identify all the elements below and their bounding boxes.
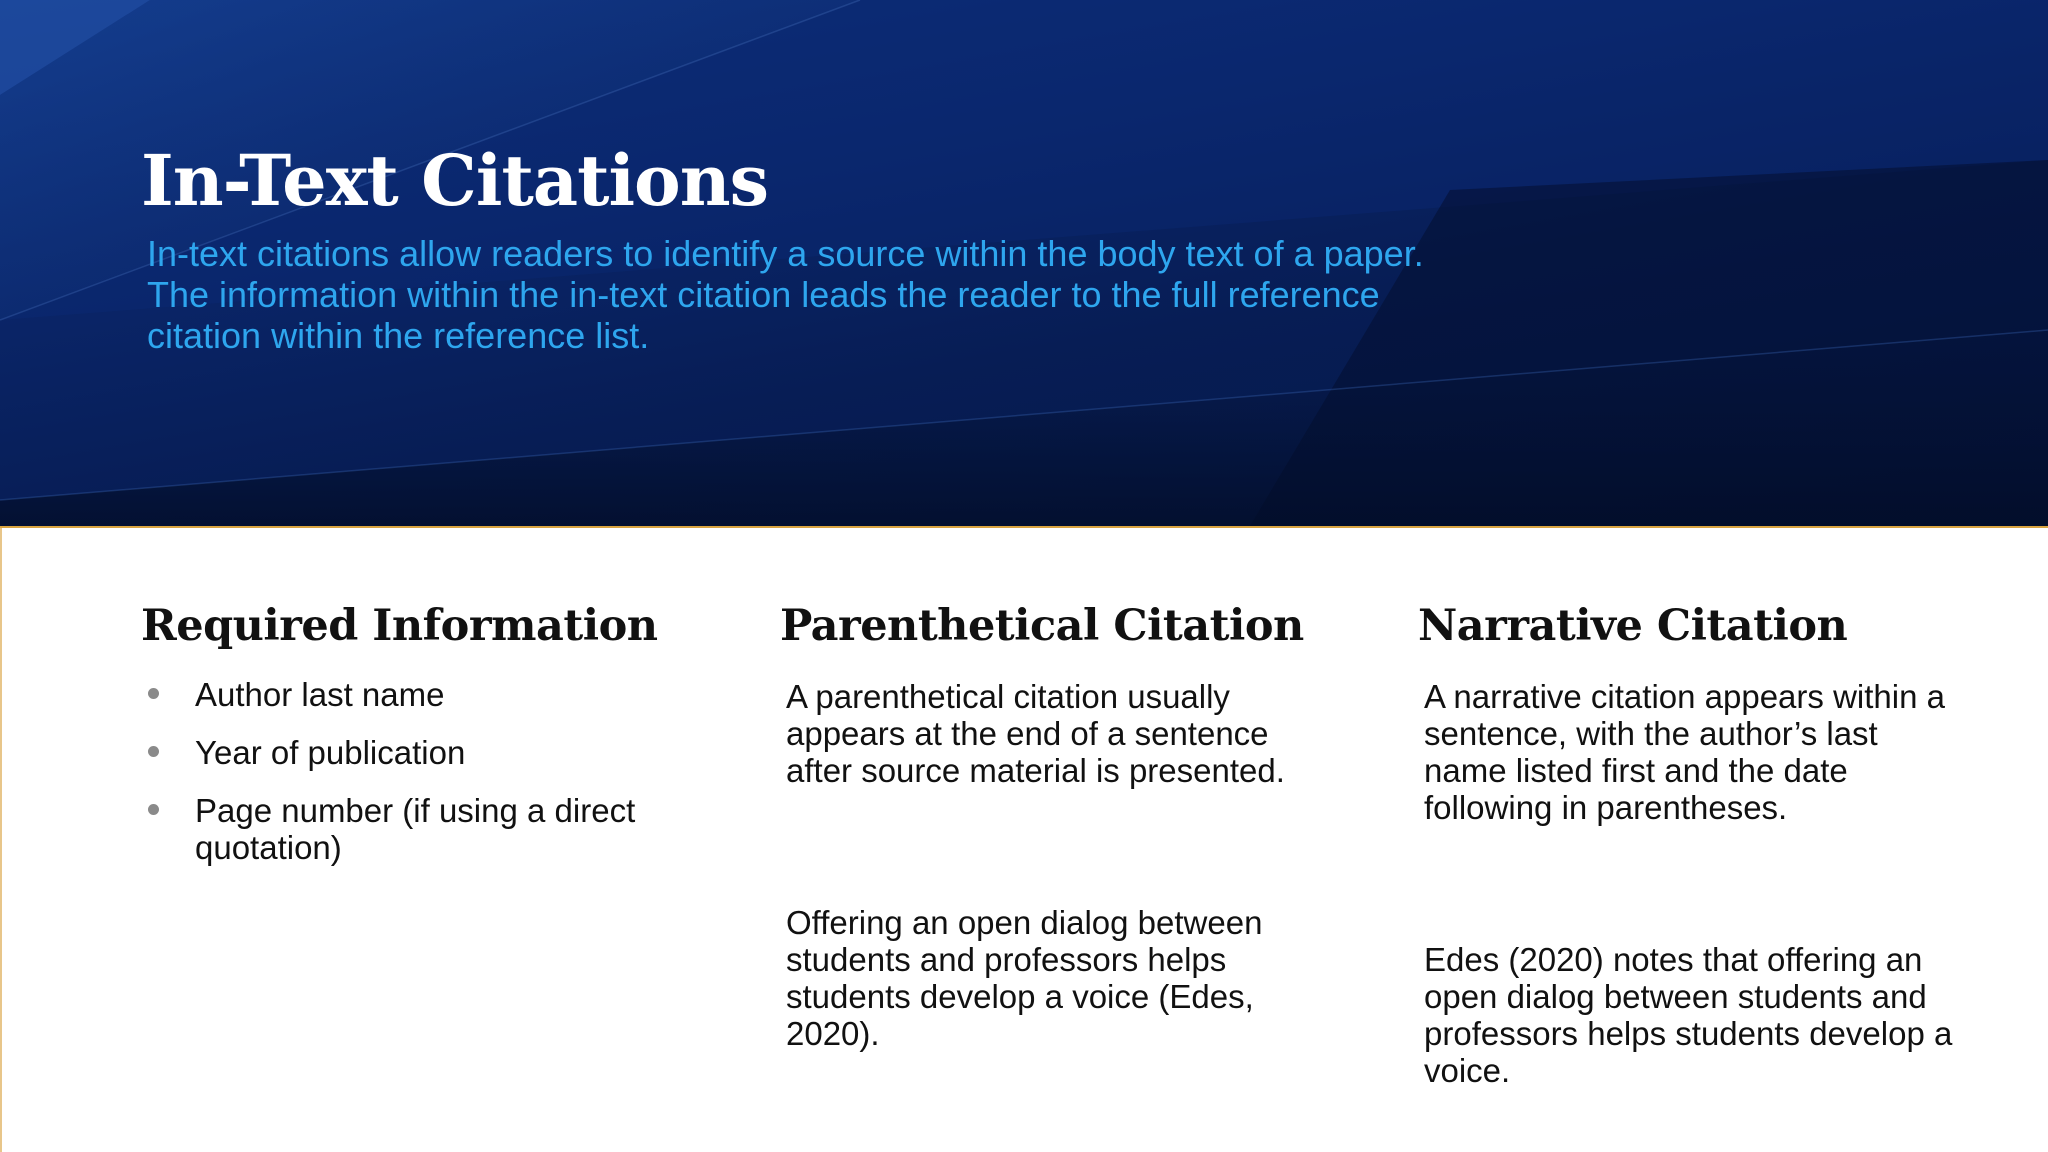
header-band [0, 0, 2048, 526]
parenthetical-description: A parenthetical citation usually appears at the end of a sentence after source material is presented. [786, 678, 1285, 789]
header-divider [0, 526, 2048, 528]
narrative-citation-column [1418, 596, 1978, 1089]
list-item-text: Page number (if using a direct quotation) [195, 792, 636, 866]
required-information-heading: Required Information [141, 601, 658, 651]
list-item [141, 676, 701, 713]
left-edge-rule [0, 528, 2, 1152]
parenthetical-citation-heading: Parenthetical Citation [780, 601, 1304, 651]
list-item [141, 792, 701, 866]
bullet-icon [148, 688, 159, 699]
bullet-icon [148, 746, 159, 757]
list-item [141, 734, 701, 771]
parenthetical-example: Offering an open dialog between students and professors helps students develop a voice (Edes, 2020). [786, 904, 1263, 1052]
narrative-example: Edes (2020) notes that offering an open dialog between students and professors helps students develop a voice. [1424, 941, 1953, 1089]
narrative-citation-heading: Narrative Citation [1418, 601, 1848, 651]
narrative-description: A narrative citation appears within a sentence, with the author’s last name listed first and the date following in parentheses. [1424, 678, 1945, 826]
list-item-text: Author last name [195, 676, 445, 713]
required-information-list [141, 676, 701, 887]
slide-title: In-Text Citations [141, 139, 769, 222]
list-item-text: Year of publication [195, 734, 466, 771]
required-information-column [141, 596, 701, 866]
intro-text: In-text citations allow readers to identify a source within the body text of a paper. The information within the in-text citation leads the reader to the full reference citation within the reference list. [147, 233, 1424, 356]
parenthetical-citation-column [780, 596, 1340, 1052]
bullet-icon [148, 804, 159, 815]
